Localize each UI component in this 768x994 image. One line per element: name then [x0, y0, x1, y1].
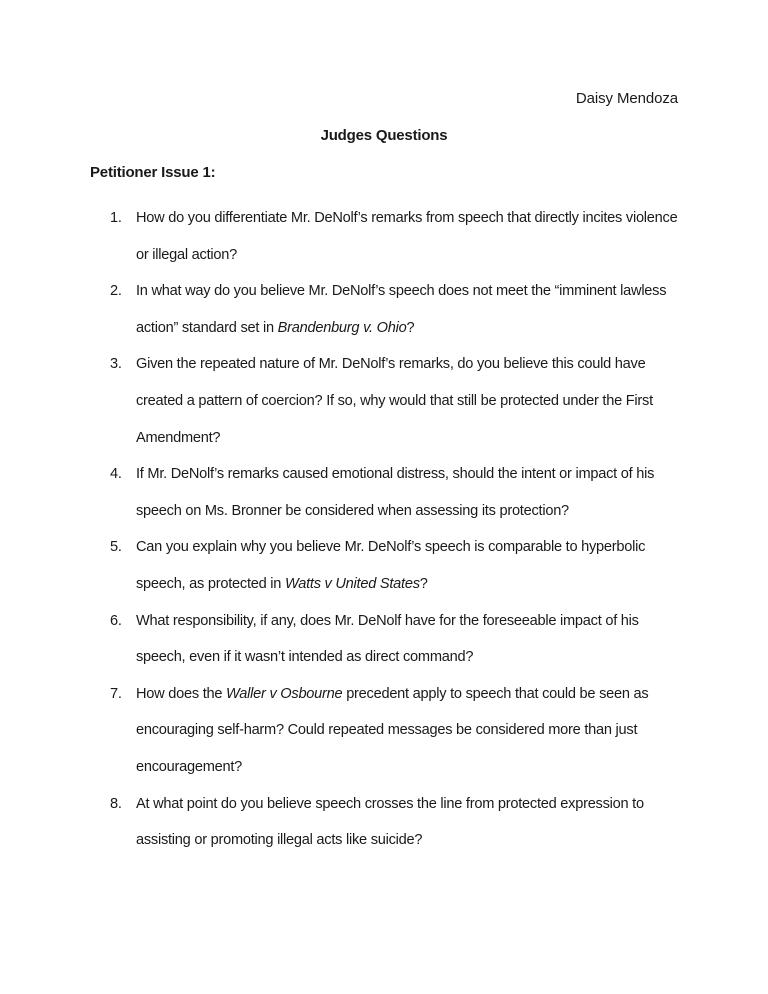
question-text-part: Can you explain why you believe Mr. DeNolf’s speech is comparable to hyperbolic speech, as protected in: [136, 539, 646, 592]
question-number: 8.: [110, 795, 122, 812]
question-item: [90, 529, 690, 602]
case-citation: Watts v United States: [284, 575, 420, 592]
author-name: Daisy Mendoza: [575, 90, 678, 107]
section-heading: Petitioner Issue 1:: [90, 164, 216, 181]
question-number: 3.: [110, 356, 122, 373]
question-text-part: ?: [406, 319, 415, 336]
question-number: 5.: [110, 539, 122, 556]
question-text-part: Given the repeated nature of Mr. DeNolf’s remarks, do you believe this could have created a pattern of coercion? If so, why would that still be protected under the First Amendment?: [136, 356, 653, 446]
question-text: [136, 210, 677, 263]
question-text-part: In what way do you believe Mr. DeNolf’s speech does not meet the “imminent lawless action” standard set in: [136, 283, 667, 336]
question-item: [90, 786, 690, 859]
question-number: 2.: [110, 283, 122, 300]
question-item: [90, 603, 690, 676]
question-text-part: At what point do you believe speech crosses the line from protected expression to assisting or promoting illegal acts like suicide?: [136, 795, 644, 849]
question-text-part: How does the: [136, 685, 227, 702]
question-text-part: If Mr. DeNolf’s remarks caused emotional distress, should the intent or impact of his speech on Ms. Bronner be considered when assessing its protection?: [136, 466, 655, 519]
question-text-part: precedent apply to speech that could be seen as encouraging self-harm? Could repeated messages be considered more than just encouragement?: [136, 685, 649, 775]
question-text: [136, 283, 666, 336]
question-number: 6.: [110, 612, 122, 629]
case-citation: Waller v Osbourne: [226, 685, 343, 702]
question-text: [136, 466, 654, 519]
question-text: [136, 539, 645, 592]
document-title: Judges Questions: [320, 127, 448, 144]
question-list: [90, 200, 690, 859]
question-text-part: How do you differentiate Mr. DeNolf’s remarks from speech that directly incites violence or illegal action?: [136, 210, 678, 263]
question-item: [90, 346, 690, 456]
question-text-part: What responsibility, if any, does Mr. DeNolf have for the foreseeable impact of his speech, even if it wasn’t intended as direct command?: [136, 612, 639, 666]
question-text-part: ?: [419, 575, 428, 592]
question-item: [90, 456, 690, 529]
question-text: [136, 356, 653, 445]
question-number: 1.: [110, 210, 122, 226]
question-item: [90, 200, 690, 273]
question-text: [136, 796, 644, 849]
question-number: 4.: [110, 466, 122, 483]
question-number: 7.: [110, 685, 122, 702]
question-item: [90, 273, 690, 346]
question-item: [90, 676, 690, 786]
case-citation: Brandenburg v. Ohio: [277, 319, 407, 336]
question-text: [136, 613, 639, 666]
question-text: [136, 686, 648, 775]
